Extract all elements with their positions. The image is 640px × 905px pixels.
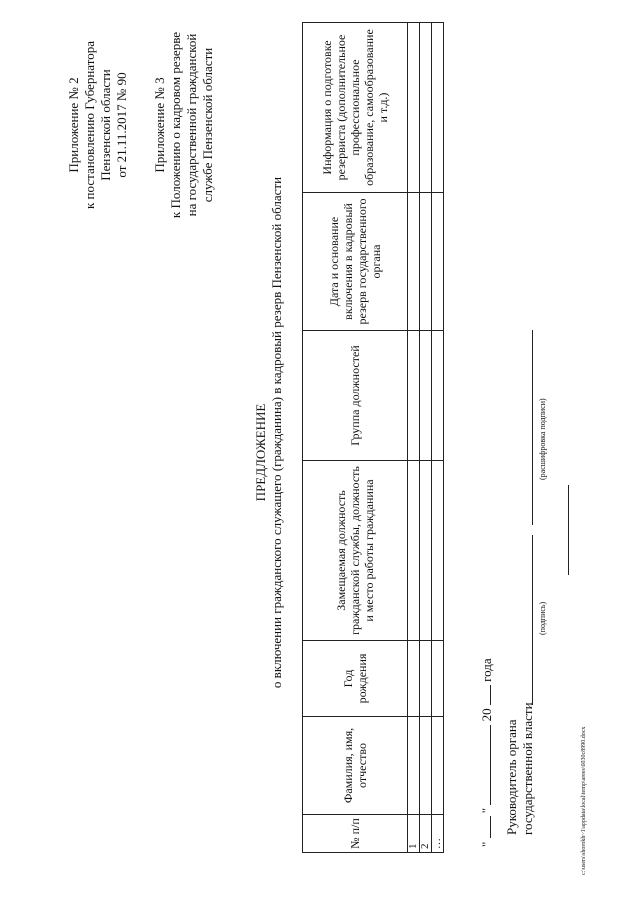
document-heading: ПРЕДЛОЖЕНИЕ	[253, 403, 268, 502]
row-number: 2	[420, 815, 432, 853]
header-position-group: Группа должностей	[303, 331, 408, 461]
document-subheading: о включении гражданского служащего (гражданина) в кадровый резерв Пензенской области	[269, 176, 284, 689]
table-cell[interactable]	[408, 331, 420, 461]
table-cell[interactable]	[408, 23, 420, 193]
signature-caption: (подпись)	[538, 601, 547, 635]
header-training-info: Информация о подготовке резервиста (дополнительное профессиональное образование, самообразование и т.д.)	[303, 23, 408, 193]
appendix-3-line-4: службе Пензенской области	[200, 47, 215, 203]
extra-line	[568, 485, 569, 575]
appendix-3-line-1: Приложение № 3	[152, 77, 167, 173]
date-quote-open: "	[479, 841, 494, 847]
appendix-3-block	[152, 5, 216, 245]
table-cell[interactable]	[408, 717, 420, 815]
header-inclusion-date: Дата и основание включения в кадровый резерв государственного органа	[303, 193, 408, 331]
table-cell[interactable]	[432, 331, 444, 461]
day-blank[interactable]	[490, 816, 491, 838]
signature-line[interactable]	[532, 535, 533, 705]
header-position: Замещаемая должность гражданской службы, должность и место работы гражданина	[303, 461, 408, 641]
appendix-2-line-1: Приложение № 2	[66, 77, 81, 173]
table-row	[408, 23, 420, 853]
table-cell[interactable]	[432, 461, 444, 641]
table-cell[interactable]	[408, 461, 420, 641]
table-cell[interactable]	[420, 193, 432, 331]
appendix-2-line-3: Пензенской области	[98, 69, 113, 181]
date-line	[479, 658, 495, 847]
appendix-2-line-4: от 21.11.2017 № 90	[114, 72, 129, 178]
table-cell[interactable]	[420, 641, 432, 717]
appendix-3-line-3: на государственной гражданской	[184, 33, 199, 217]
table-cell[interactable]	[408, 641, 420, 717]
table-cell[interactable]	[432, 23, 444, 193]
table-row	[420, 23, 432, 853]
table-header-row	[303, 23, 408, 853]
appendix-2-block	[66, 5, 130, 245]
header-birth-year: Год рождения	[303, 641, 408, 717]
row-number: 1	[408, 815, 420, 853]
table-cell[interactable]	[432, 193, 444, 331]
signature-label	[504, 702, 536, 835]
decode-signature-line[interactable]	[532, 330, 533, 525]
appendix-3-line-2: к Положению о кадровом резерве	[168, 31, 183, 219]
year-prefix: 20	[479, 708, 494, 722]
signature-label-line-2: государственной власти	[520, 702, 535, 835]
table-cell[interactable]	[432, 641, 444, 717]
decode-caption: (расшифровка подписи)	[538, 398, 547, 480]
appendix-2-line-2: к постановлению Губернатора	[82, 40, 97, 210]
year-blank[interactable]	[490, 685, 491, 705]
date-quote-close: "	[479, 807, 494, 814]
document-title	[253, 0, 285, 905]
table-cell[interactable]	[420, 331, 432, 461]
year-suffix: года	[479, 658, 494, 682]
table-cell[interactable]	[420, 461, 432, 641]
table-cell[interactable]	[408, 193, 420, 331]
header-full-name: Фамилия, имя, отчество	[303, 717, 408, 815]
reserve-table	[302, 22, 444, 853]
header-number: № п/п	[303, 815, 408, 853]
footer-file-path: c:\users\shorokh~1\appdata\local\temp\arees\6030c8990.docx	[581, 726, 587, 875]
month-blank[interactable]	[490, 725, 491, 805]
table-cell[interactable]	[432, 717, 444, 815]
table-cell[interactable]	[420, 23, 432, 193]
table-row	[432, 23, 444, 853]
table-cell[interactable]	[420, 717, 432, 815]
signature-label-line-1: Руководитель органа	[504, 719, 519, 835]
row-number: …	[432, 815, 444, 853]
